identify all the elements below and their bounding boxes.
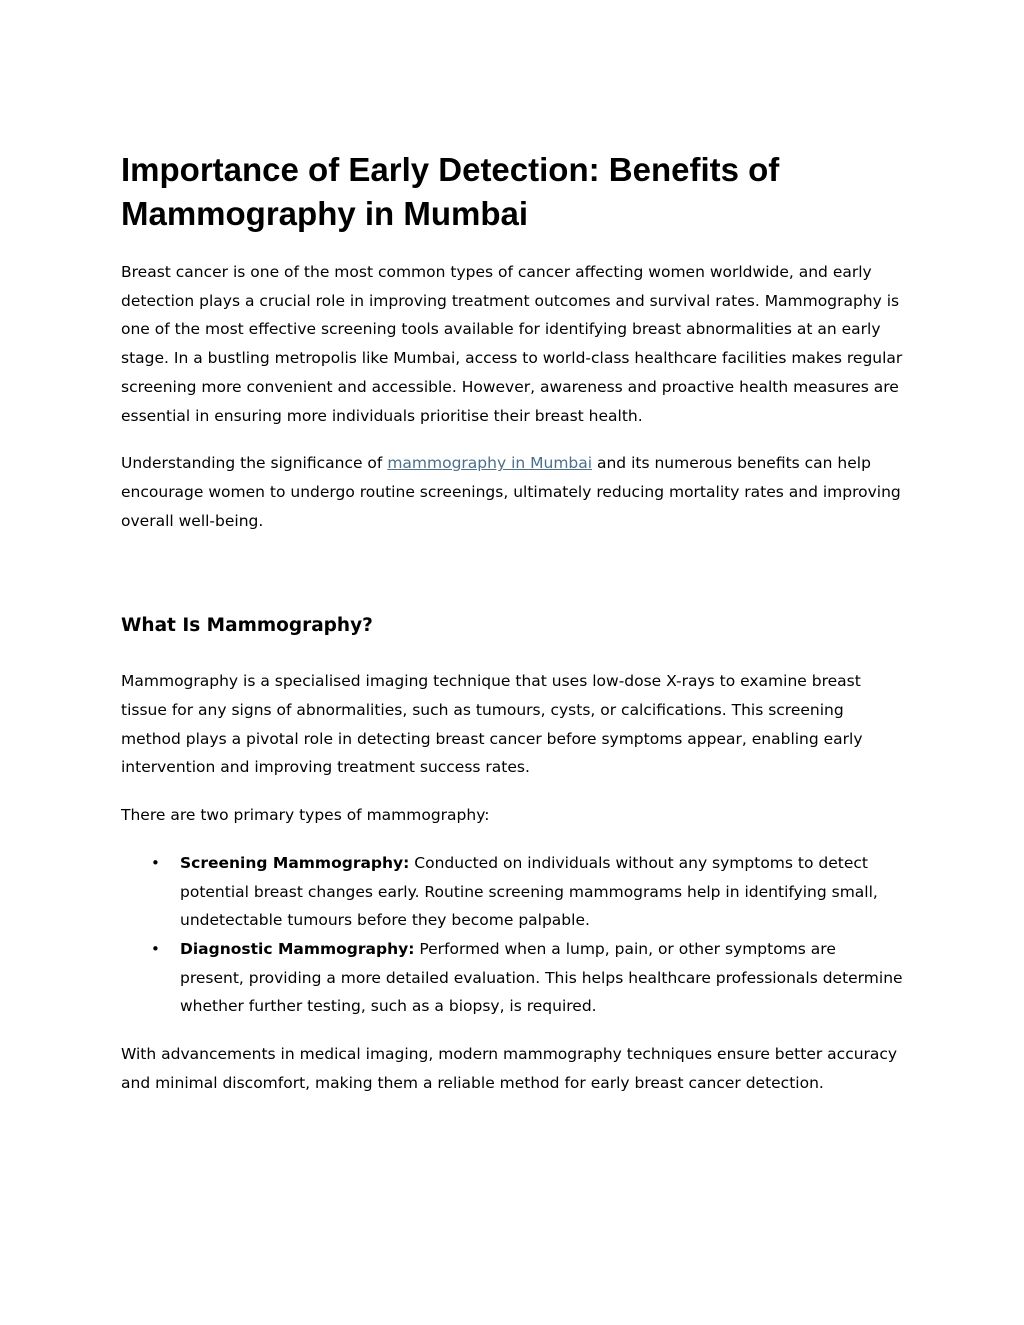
document-body [121,148,903,1097]
intro-text-before-link: Understanding the significance of [121,454,388,473]
bullet-icon: • [151,853,160,872]
intro-text-after-link: and its numerous benefits can help encourage women to undergo routine screenings, ultimately reducing mortality rates and improving overall well-being. [121,454,901,530]
definition-paragraph: Mammography is a specialised imaging technique that uses low-dose X-rays to examine breast tissue for any signs of abnormalities, such as tumours, cysts, or calcifications. This screening method plays a pivotal role in detecting breast cancer before symptoms appear, enabling early intervention and improving treatment success rates. [121,672,863,777]
intro-paragraph: Breast cancer is one of the most common types of cancer affecting women worldwide, and early detection plays a crucial role in improving treatment outcomes and survival rates. Mammography is one of the most effective screening tools available for identifying breast abnormalities at an early stage. In a bustling metropolis like Mumbai, access to world-class healthcare facilities makes regular screening more convenient and accessible. However, awareness and proactive health measures are essential in ensuring more individuals prioritise their breast health. [121,263,903,425]
mammography-in-mumbai-link[interactable]: mammography in Mumbai [387,454,593,473]
bullet-icon: • [151,939,160,958]
list-item [121,849,903,935]
section-heading: What Is Mammography? [121,615,373,637]
document-title: Importance of Early Detection: Benefits of Mammography in Mumbai [121,151,780,232]
closing-paragraph: With advancements in medical imaging, modern mammography techniques ensure better accuracy and minimal discomfort, making them a reliable method for early breast cancer detection. [121,1045,898,1092]
list-item-description: Conducted on individuals without any symptoms to detect potential breast changes early. Routine screening mammograms help in identifying small, undetectable tumours before they become palpable. [180,853,878,930]
types-intro-paragraph: There are two primary types of mammography: [121,806,490,825]
list-item-description: Performed when a lump, pain, or other symptoms are present, providing a more detailed evaluation. This helps healthcare professionals determine whether further testing, such as a biopsy, is required. [180,939,903,1016]
mammography-types-list [121,849,903,1021]
list-item-term: Screening Mammography: [180,853,410,872]
list-item [121,935,903,1021]
intro-paragraph-with-link [121,449,903,535]
list-item-term: Diagnostic Mammography: [180,939,415,958]
